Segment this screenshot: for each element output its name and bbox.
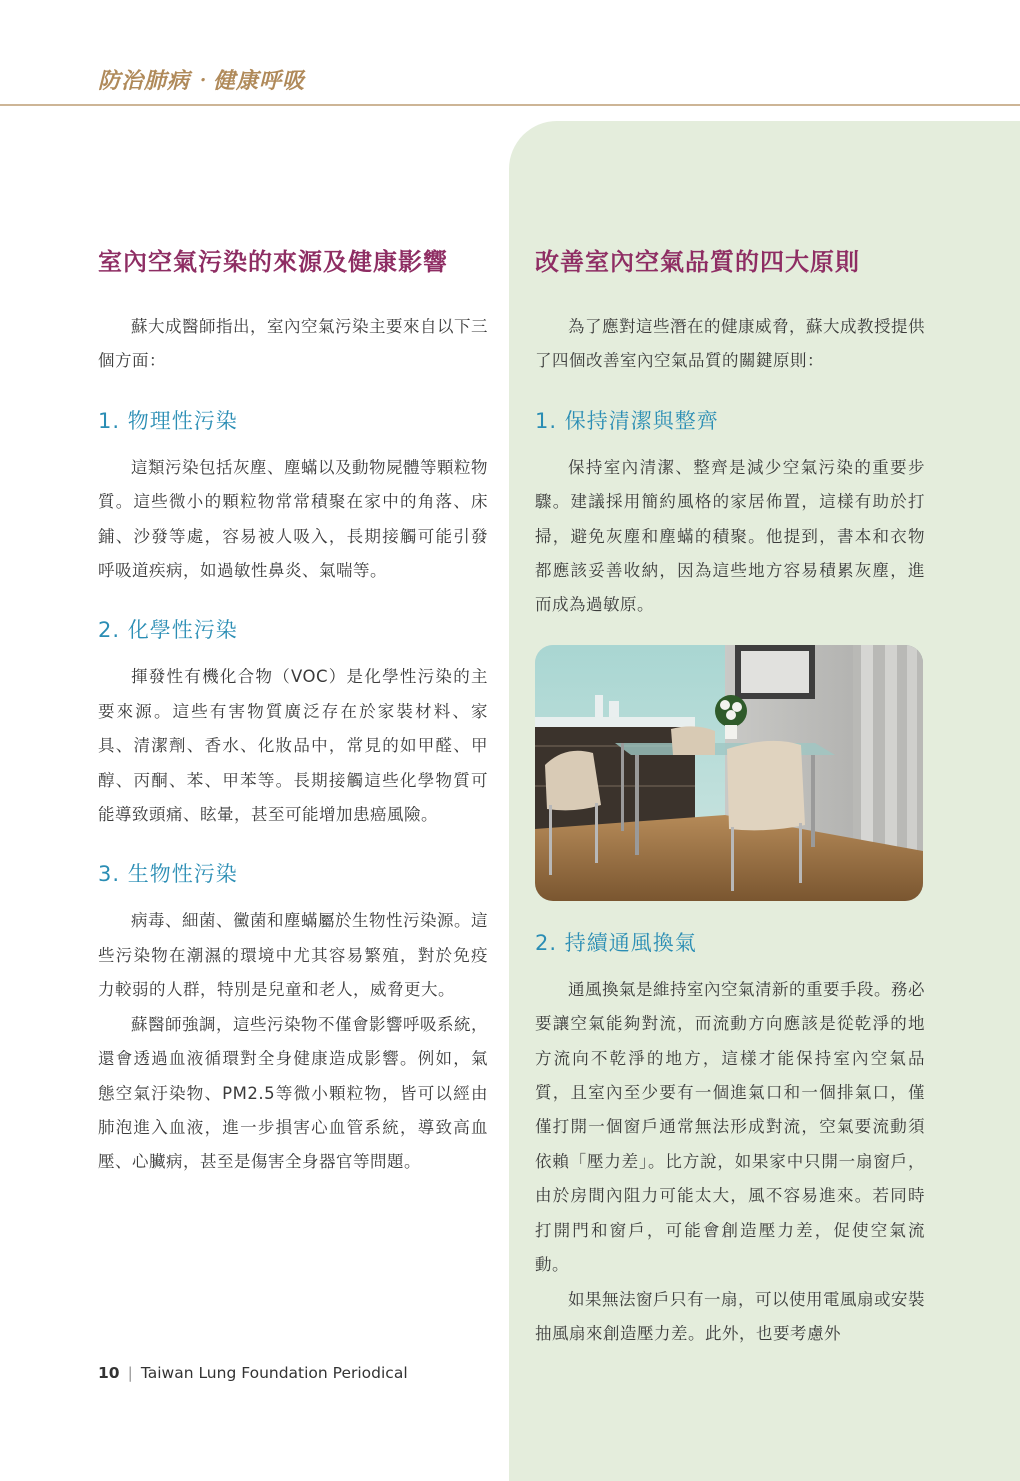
chemical-pollution-paragraph: 揮發性有機化合物（VOC）是化學性污染的主要來源。這些有害物質廣泛存在於家裝材料、家具、清潔劑、香水、化妝品中，常見的如甲醛、甲醇、丙酮、苯、甲苯等。長期接觸這些化學物質可能導致頭痛、眩暈，甚至可能增加患癌風險。 <box>98 667 488 825</box>
right-column <box>535 240 925 1351</box>
footer-separator: | <box>127 1364 133 1382</box>
ventilation-fan-paragraph: 如果無法窗戶只有一扇，可以使用電風扇或安裝抽風扇來創造壓力差。此外，也要考慮外 <box>535 1289 925 1343</box>
page-number: 10 <box>98 1364 120 1382</box>
subheading-biological-pollution: 3. 生物性污染 <box>98 862 238 887</box>
left-intro-paragraph: 蘇大成醫師指出，室內空氣污染主要來自以下三個方面： <box>98 317 488 371</box>
clean-tidy-paragraph: 保持室內清潔、整齊是減少空氣污染的重要步驟。建議採用簡約風格的家居佈置，這樣有助於打掃，避免灰塵和塵蟎的積聚。他提到，書本和衣物都應該妥善收納，因為這些地方容易積累灰塵，進而成為過敏原。 <box>535 457 925 615</box>
header-divider <box>0 104 1020 106</box>
subheading-chemical-pollution: 2. 化學性污染 <box>98 618 238 643</box>
running-header-title: 防治肺病‧健康呼吸 <box>98 68 306 94</box>
subheading-physical-pollution: 1. 物理性污染 <box>98 408 238 433</box>
subheading-clean-tidy: 1. 保持清潔與整齊 <box>535 408 719 433</box>
subheading-ventilation: 2. 持續通風換氣 <box>535 930 697 955</box>
page-footer <box>98 1364 408 1382</box>
publication-name: Taiwan Lung Foundation Periodical <box>140 1364 408 1382</box>
ventilation-paragraph: 通風換氣是維持室內空氣清新的重要手段。務必要讓空氣能夠對流，而流動方向應該是從乾淨的地方流向不乾淨的地方，這樣才能保持室內空氣品質，且室內至少要有一個進氣口和一個排氣口，僅僅打開一個窗戶通常無法形成對流，空氣要流動須依賴「壓力差」。比方說，如果家中只開一扇窗戶，由於房間內阻力可能太大，風不容易進來。若同時打開門和窗戶，可能會創造壓力差，促使空氣流動。 <box>535 979 925 1275</box>
biological-pollution-paragraph: 病毒、細菌、黴菌和塵蟎屬於生物性污染源。這些污染物在潮濕的環境中尤其容易繁殖，對於免疫力較弱的人群，特別是兒童和老人，威脅更大。 <box>98 911 488 1000</box>
right-section-title: 改善室內空氣品質的四大原則 <box>535 248 860 276</box>
physical-pollution-paragraph: 這類污染包括灰塵、塵蟎以及動物屍體等顆粒物質。這些微小的顆粒物常常積聚在家中的角落、床鋪、沙發等處，容易被人吸入，長期接觸可能引發呼吸道疾病，如過敏性鼻炎、氣喘等。 <box>98 457 488 581</box>
dining-room-photo <box>535 645 923 901</box>
health-impact-paragraph: 蘇醫師強調，這些污染物不僅會影響呼吸系統，還會透過血液循環對全身健康造成影響。例如，氣態空氣汙染物、PM2.5等微小顆粒物，皆可以經由肺泡進入血液，進一步損害心血管系統，導致高血壓、心臟病，甚至是傷害全身器官等問題。 <box>98 1014 488 1172</box>
dining-room-illustration <box>535 645 923 901</box>
left-section-title: 室內空氣污染的來源及健康影響 <box>98 248 448 276</box>
left-column <box>98 240 488 1180</box>
right-intro-paragraph: 為了應對這些潛在的健康威脅，蘇大成教授提供了四個改善室內空氣品質的關鍵原則： <box>535 317 925 371</box>
